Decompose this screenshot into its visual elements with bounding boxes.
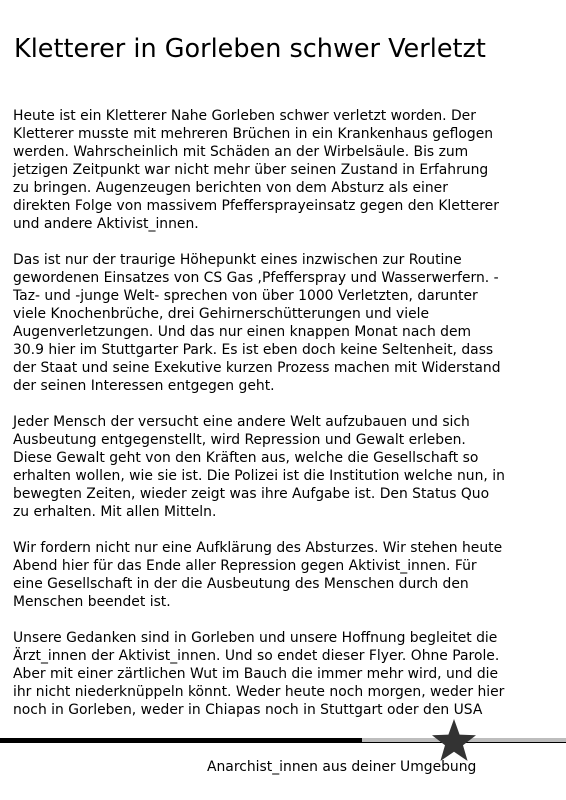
flyer-body [13,107,553,719]
paragraph-1: Heute ist ein Kletterer Nahe Gorleben schwer verletzt worden. Der Kletterer musste mit mehreren Brüchen in ein Krankenhaus geflogen werden. Wahrscheinlich mit Schäden an der Wirbelsäule. Bis zum jetzigen Zeitpunkt war nicht mehr über seinen Zustand in Erfahrung zu bringen. Augenzeugen berichten von dem Absturz als einer direkten Folge von massivem Pfeffersprayeinsatz gegen den Kletterer und andere Aktivist_innen. [13,108,499,232]
footer-divider-black [0,738,362,742]
star-icon [430,717,478,765]
signature: Anarchist_innen aus deiner Umgebung [207,759,477,775]
paragraph-3: Jeder Mensch der versucht eine andere Welt aufzubauen und sich Ausbeutung entgegenstellt, wird Repression und Gewalt erleben. Diese Gewalt geht von den Kräften aus, welche die Gesellschaft so erhalten wollen, wie sie ist. Die Polizei ist die Institution welche nun, in bewegten Zeiten, wieder zeigt was ihre Aufgabe ist. Den Status Quo zu erhalten. Mit allen Mitteln. [13,414,505,520]
footer-divider [0,742,566,743]
paragraph-5: Unsere Gedanken sind in Gorleben und unsere Hoffnung begleitet die Ärzt_innen der Aktivist_innen. Und so endet dieser Flyer. Ohne Parole. Aber mit einer zärtlichen Wut im Bauch die immer mehr wird, und die ihr nicht niederknüppeln könnt. Weder heute noch morgen, weder hier noch in Gorleben, weder in Chiapas noch in Stuttgart oder den USA [13,630,505,718]
flyer-title: Kletterer in Gorleben schwer Verletzt [14,34,486,64]
paragraph-2: Das ist nur der traurige Höhepunkt eines inzwischen zur Routine gewordenen Einsatzes von CS Gas ,Pfefferspray und Wasserwerfern. - Taz- und -junge Welt- sprechen von über 1000 Verletzten, darunter viele Knochenbrüche, drei Gehirnerschütterungen und viele Augenverletzungen. Und das nur einen knappen Monat nach dem 30.9 hier im Stuttgarter Park. Es ist eben doch keine Seltenheit, dass der Staat und seine Exekutive kurzen Prozess machen mit Widerstand der seinen Interessen entgegen geht. [13,252,501,394]
paragraph-4: Wir fordern nicht nur eine Aufklärung des Absturzes. Wir stehen heute Abend hier für das Ende aller Repression gegen Aktivist_innen. Für eine Gesellschaft in der die Ausbeutung des Menschen durch den Menschen beendet ist. [13,540,503,610]
